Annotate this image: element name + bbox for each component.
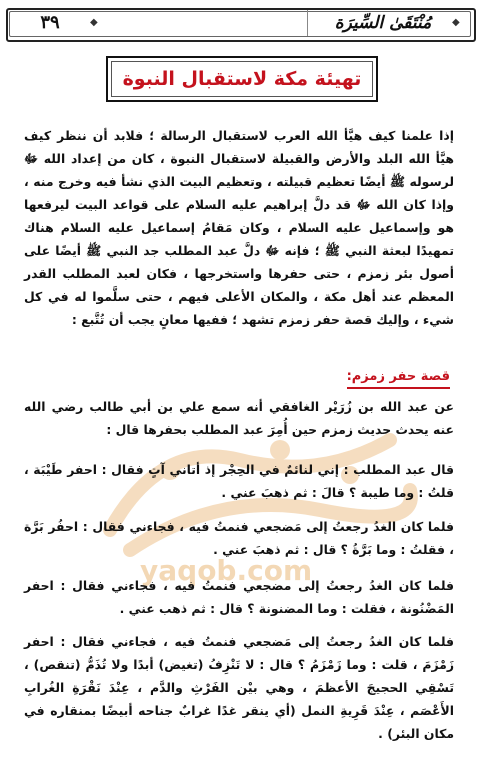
chapter-title: تهيئة مكة لاستقبال النبوة — [122, 68, 362, 90]
book-title: مُنْتَقَىٰ السِّيرَة — [307, 10, 458, 36]
dream-paragraph-1: قال عبد المطلب : إني لنائمٌ في الحِجْر إذ أتاني آتٍ فقال : احفر طَيْبَة ، قلتُ : وما طيبة ؟ قالَ : ثم ذهبَ عني . — [24, 462, 454, 500]
dream-paragraph-4: فلما كان الغدُ رجعتُ إلى مَضجعي فنمتُ فيه ، فجاءني فقال : احفر زَمْزَمَ ، قلت : وما زَمْزَمُ ؟ قال : لا تَنْزِفُ (تغيض) أبدًا ولا تُذَمُّ (تنقص) ، تَسْقِي الحجيجَ الأعظمَ ، وهي بيْن الفَرْثِ والدَّم ، عِنْدَ نَقْرَةِ الغُرابِ الأَعْصَم ، عِنْدَ قَرِيةِ النمل (أي ينقر غدًا غرابٌ جناحه أبيضًا بمنقاره في مكان البئر) . — [24, 634, 454, 741]
page-header — [6, 8, 474, 40]
page-number: ٣٩ — [40, 12, 60, 33]
chapter-title-box — [106, 56, 378, 102]
watermark-text: yaqob.com — [140, 554, 313, 587]
dream-paragraph-3: فلما كان الغدُ رجعتُ إلى مضجعي فنمتُ فيه ، فجاءني فقال : احفر المَضْنُونة ، فقلت : وما المضنونة ؟ قال : ثم ذهب عني . — [24, 578, 454, 616]
intro-paragraph: إذا علمنا كيف هيَّأ الله العرب لاستقبال الرسالة ؛ فلابد أن ننظر كيف هيَّأ الله البلد والأرض والقبيلة لاستقبال النبوة ، كان من إعداد الله ﷻ لرسوله ﷺ أيضًا تعظيم قبيلته ، وتعظيم البيت الذي نشأ فيه وخرج منه ، وإذا كان الله ﷻ قد دلَّ إبراهيم عليه السلام على قواعد البيت ليرفعها هو وإسماعيل عليه السلام ، وكان مَقامُ إسماعيل عليه السلام هناك تمهيدًا لبعثة النبي ﷺ ؛ فإنه ﷻ دلَّ عبد المطلب جد النبي ﷺ أيضًا على أصول بئر زمزم ، حتى حفرها واستخرجها ، فكان لعبد المطلب القدر المعظم عند أهل مكة ، والمكان الأعلى فيهم ، حتى سلَّموا له في كل شيء ، وإليك قصة حفر زمزم تشهد ؛ ففيها معانٍ يجب أن تُتَّبع : — [24, 128, 454, 327]
section-subheading: قصة حفر زمزم: — [347, 367, 450, 389]
hadith-intro-paragraph: عن عبد الله بن زُرَيْر الغافقي أنه سمع علي بن أبي طالب رضي الله عنه يحدث حديث زمزم حين أُمِرَ عبد المطلب بحفرها قال : — [24, 399, 454, 437]
dream-paragraph-2: فلما كان الغدُ رجعتُ إلى مَضجعي فنمتُ فيه ، فجاءني فقال : احفُر بَرَّة ، فقلتُ : وما بَرَّةُ ؟ قال : ثم ذهبَ عني . — [24, 519, 454, 557]
ornament-icon: ◆ — [90, 17, 98, 28]
ornament-icon: ◆ — [452, 17, 460, 28]
